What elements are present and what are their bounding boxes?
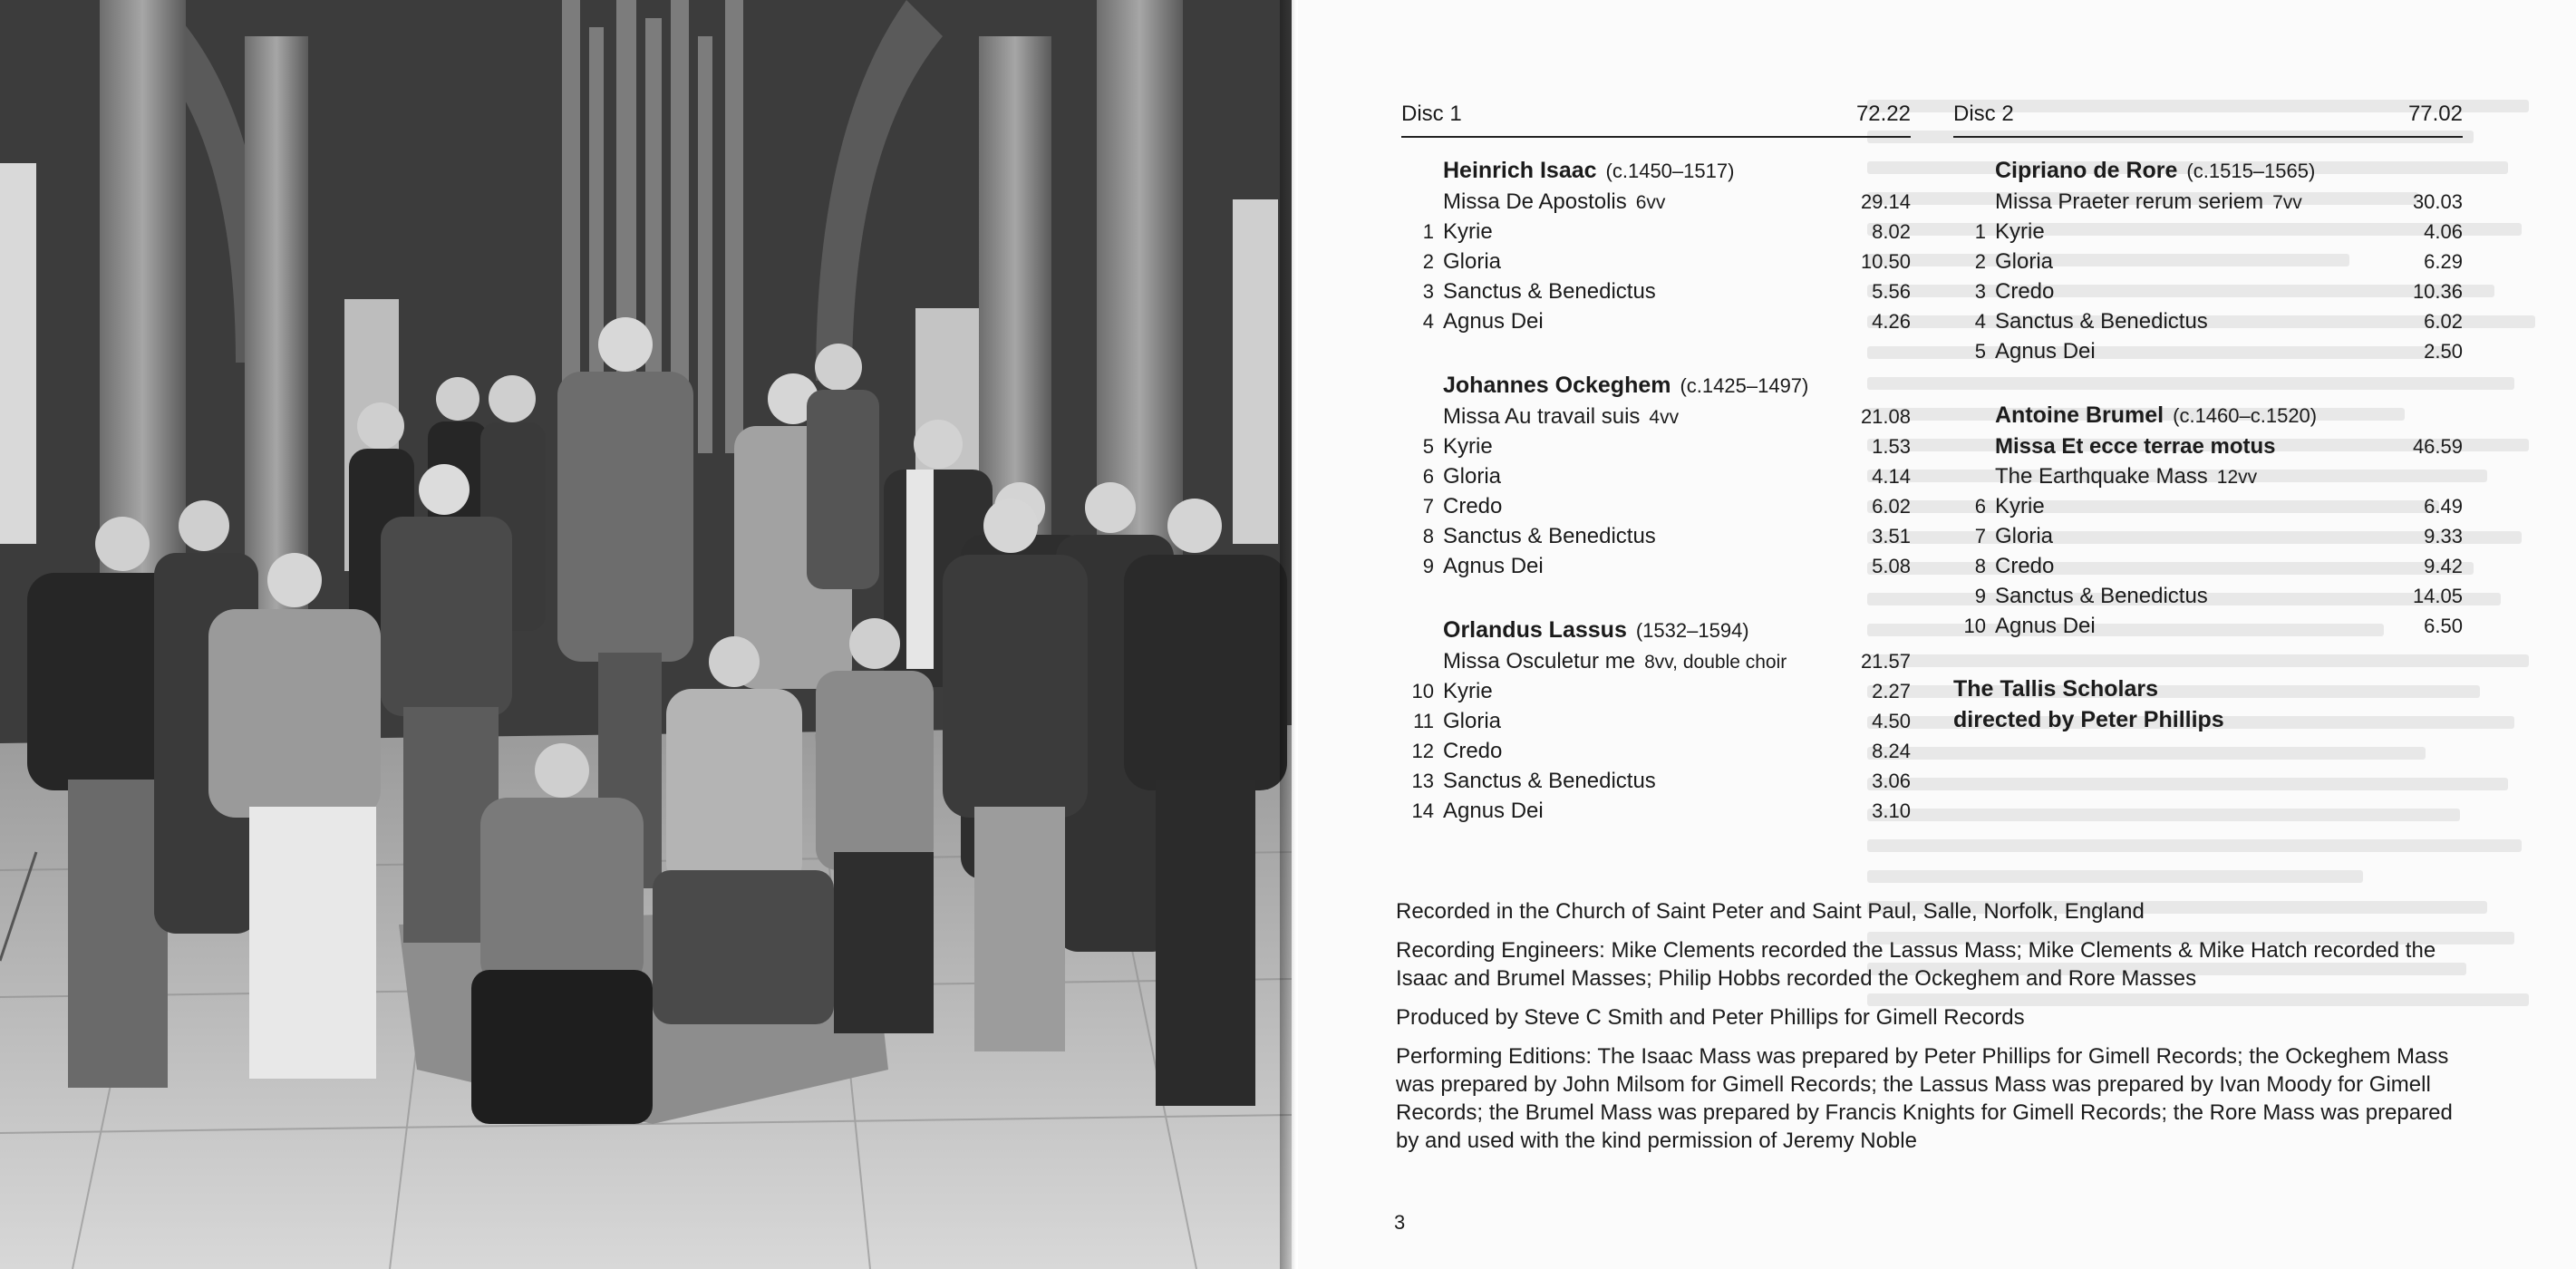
- track-duration: 5.56: [1872, 280, 1911, 303]
- track-row[interactable]: [1401, 766, 1911, 796]
- track-title: Gloria: [1443, 249, 1502, 274]
- track-row[interactable]: [1953, 551, 2463, 581]
- track-title: Agnus Dei: [1443, 554, 1544, 578]
- recording-venue: Recorded in the Church of Saint Peter and Saint Paul, Salle, Norfolk, England: [1396, 899, 2145, 924]
- composer-line: [1953, 154, 2463, 187]
- track-number: 4: [1974, 310, 1986, 333]
- track-duration: 2.27: [1872, 680, 1911, 702]
- track-row[interactable]: [1953, 581, 2463, 611]
- track-number: 14: [1411, 799, 1434, 822]
- disc1-label: Disc 1: [1401, 102, 1462, 126]
- track-title: Kyrie: [1443, 434, 1493, 459]
- track-row[interactable]: [1953, 247, 2463, 276]
- track-row[interactable]: [1401, 306, 1911, 336]
- track-number: 3: [1422, 280, 1434, 303]
- mass-title-row: [1953, 187, 2463, 217]
- track-duration: 6.02: [1872, 495, 1911, 518]
- track-duration: 6.49: [2424, 495, 2463, 518]
- track-duration: 4.06: [2424, 220, 2463, 243]
- mass-duration: 29.14: [1860, 190, 1911, 213]
- track-row[interactable]: [1401, 551, 1911, 581]
- track-number: 1: [1974, 220, 1986, 243]
- track-title: Gloria: [1443, 464, 1502, 489]
- disc1-total-duration: 72.22: [1855, 102, 1911, 126]
- composer-name: Johannes Ockeghem: [1443, 373, 1671, 398]
- composer-line: [1953, 399, 2463, 431]
- composer-line: [1401, 614, 1911, 646]
- track-duration: 9.42: [2424, 555, 2463, 577]
- mass-title: Missa Et ecce terrae motus: [1995, 434, 2276, 459]
- ensemble-name: The Tallis Scholars: [1953, 676, 2159, 702]
- track-duration: 4.26: [1872, 310, 1911, 333]
- recording-credits: [1396, 897, 2456, 1166]
- track-duration: 4.50: [1872, 710, 1911, 732]
- mass-title-row: [1953, 431, 2463, 461]
- track-duration: 5.08: [1872, 555, 1911, 577]
- track-row[interactable]: [1401, 461, 1911, 491]
- director-credit: directed by Peter Phillips: [1953, 707, 2224, 732]
- track-row[interactable]: [1401, 796, 1911, 826]
- track-title: Kyrie: [1995, 219, 2045, 244]
- work-brumel: [1953, 399, 2463, 641]
- track-row[interactable]: [1953, 491, 2463, 521]
- track-number: 1: [1422, 220, 1434, 243]
- track-row[interactable]: [1401, 431, 1911, 461]
- mass-title: Missa Osculetur me: [1443, 649, 1636, 673]
- track-row[interactable]: [1953, 521, 2463, 551]
- track-duration: 4.14: [1872, 465, 1911, 488]
- track-row[interactable]: [1401, 521, 1911, 551]
- track-number: 6: [1974, 495, 1986, 518]
- composer-name: Cipriano de Rore: [1995, 158, 2178, 183]
- mass-subtitle-row: [1953, 461, 2463, 491]
- work-lassus: [1401, 614, 1911, 826]
- track-number: 6: [1422, 465, 1434, 488]
- track-number: 11: [1413, 710, 1434, 732]
- performing-editions: Performing Editions: The Isaac Mass was prepared by Peter Phillips for Gimell Records; the Ockeghem Mass was prepared by John Milsom for Gimell Records; the Lassus Mass was prepared by Ivan Moody for Gimell Records; the Brumel Mass was prepared by Francis Knights for Gimell Records; the Rore Mass was prepared by and used with the kind permission of Jeremy Noble: [1396, 1044, 2453, 1153]
- mass-title: Missa Au travail suis: [1443, 404, 1641, 429]
- track-duration: 8.02: [1872, 220, 1911, 243]
- track-number: 8: [1974, 555, 1986, 577]
- composer-dates: (c.1460–c.1520): [2173, 404, 2318, 427]
- mass-duration: 46.59: [2412, 435, 2463, 458]
- track-title: Sanctus & Benedictus: [1995, 309, 2208, 334]
- track-number: 5: [1422, 435, 1434, 458]
- track-row[interactable]: [1401, 491, 1911, 521]
- disc2-column: [1953, 102, 2463, 735]
- mass-title-row: [1401, 402, 1911, 431]
- track-title: Agnus Dei: [1995, 614, 2096, 638]
- track-title: Sanctus & Benedictus: [1443, 769, 1656, 793]
- track-duration: 1.53: [1872, 435, 1911, 458]
- performer-credit: [1953, 673, 2463, 735]
- track-row[interactable]: [1401, 676, 1911, 706]
- composer-line: [1401, 369, 1911, 402]
- mass-title-row: [1401, 646, 1911, 676]
- producers: Produced by Steve C Smith and Peter Phillips for Gimell Records: [1396, 1005, 2025, 1030]
- track-row[interactable]: [1401, 217, 1911, 247]
- disc2-header: [1953, 102, 2463, 138]
- track-duration: 6.02: [2424, 310, 2463, 333]
- composer-name: Antoine Brumel: [1995, 402, 2164, 428]
- composer-dates: (1532–1594): [1635, 619, 1749, 642]
- disc1-column: [1401, 102, 1911, 858]
- composer-line: [1401, 154, 1911, 187]
- track-title: Credo: [1995, 554, 2055, 578]
- track-duration: 2.50: [2424, 340, 2463, 363]
- mass-voices: 12vv: [2216, 467, 2258, 488]
- track-title: Gloria: [1443, 709, 1502, 733]
- track-duration: 14.05: [2412, 585, 2463, 607]
- track-duration: 10.36: [2412, 280, 2463, 303]
- work-isaac: [1401, 154, 1911, 336]
- track-number: 2: [1974, 250, 1986, 273]
- mass-voices: 7vv: [2272, 192, 2302, 213]
- track-duration: 6.50: [2424, 615, 2463, 637]
- mass-title: Missa De Apostolis: [1443, 189, 1627, 214]
- track-row[interactable]: [1953, 217, 2463, 247]
- track-row[interactable]: [1953, 611, 2463, 641]
- mass-title-row: [1401, 187, 1911, 217]
- disc2-label: Disc 2: [1953, 102, 2014, 126]
- track-number: 5: [1974, 340, 1986, 363]
- track-duration: 8.24: [1872, 740, 1911, 762]
- track-title: Agnus Dei: [1443, 309, 1544, 334]
- track-duration: 9.33: [2424, 525, 2463, 547]
- track-title: Sanctus & Benedictus: [1443, 524, 1656, 548]
- track-title: Agnus Dei: [1443, 799, 1544, 823]
- track-number: 7: [1974, 525, 1986, 547]
- mass-voices: 6vv: [1635, 192, 1666, 213]
- composer-name: Heinrich Isaac: [1443, 158, 1597, 183]
- composer-dates: (c.1450–1517): [1605, 160, 1735, 182]
- composer-name: Orlandus Lassus: [1443, 617, 1627, 643]
- track-title: Sanctus & Benedictus: [1995, 584, 2208, 608]
- mass-voices: 8vv, double choir: [1644, 652, 1787, 673]
- track-duration: 3.10: [1872, 799, 1911, 822]
- composer-dates: (c.1425–1497): [1680, 374, 1809, 397]
- track-title: Kyrie: [1443, 679, 1493, 703]
- track-title: Credo: [1443, 739, 1503, 763]
- track-title: Sanctus & Benedictus: [1443, 279, 1656, 304]
- track-duration: 3.51: [1872, 525, 1911, 547]
- track-title: Credo: [1995, 279, 2055, 304]
- track-title: Agnus Dei: [1995, 339, 2096, 363]
- mass-duration: 21.08: [1860, 405, 1911, 428]
- track-title: Gloria: [1995, 249, 2054, 274]
- mass-title: Missa Praeter rerum seriem: [1995, 189, 2264, 214]
- track-duration: 6.29: [2424, 250, 2463, 273]
- mass-voices: 4vv: [1649, 407, 1680, 428]
- track-number: 4: [1422, 310, 1434, 333]
- track-row[interactable]: [1401, 247, 1911, 276]
- track-row[interactable]: [1401, 736, 1911, 766]
- track-number: 7: [1422, 495, 1434, 518]
- mass-duration: 30.03: [2412, 190, 2463, 213]
- track-title: Kyrie: [1995, 494, 2045, 518]
- track-number: 8: [1422, 525, 1434, 547]
- track-title: Credo: [1443, 494, 1503, 518]
- page-number: 3: [1394, 1211, 1406, 1234]
- track-title: Kyrie: [1443, 219, 1493, 244]
- track-number: 10: [1963, 615, 1986, 637]
- track-title: Gloria: [1995, 524, 2054, 548]
- track-number: 12: [1411, 740, 1434, 762]
- work-rore: [1953, 154, 2463, 366]
- recording-engineers: Recording Engineers: Mike Clements recorded the Lassus Mass; Mike Clements & Mike Hatch recorded the Isaac and Brumel Masses; Philip Hobbs recorded the Ockeghem and Rore Masses: [1396, 938, 2436, 991]
- track-number: 9: [1422, 555, 1434, 577]
- mass-duration: 21.57: [1860, 650, 1911, 673]
- track-number: 13: [1411, 770, 1434, 792]
- track-row[interactable]: [1953, 306, 2463, 336]
- track-row[interactable]: [1401, 706, 1911, 736]
- mass-subtitle: The Earthquake Mass: [1995, 464, 2208, 489]
- track-number: 10: [1411, 680, 1434, 702]
- track-row[interactable]: [1953, 276, 2463, 306]
- track-number: 3: [1974, 280, 1986, 303]
- track-number: 9: [1974, 585, 1986, 607]
- track-number: 2: [1422, 250, 1434, 273]
- track-row[interactable]: [1401, 276, 1911, 306]
- track-row[interactable]: [1953, 336, 2463, 366]
- work-ockeghem: [1401, 369, 1911, 581]
- composer-dates: (c.1515–1565): [2186, 160, 2316, 182]
- disc1-header: [1401, 102, 1911, 138]
- track-duration: 3.06: [1872, 770, 1911, 792]
- disc2-total-duration: 77.02: [2407, 102, 2463, 126]
- track-duration: 10.50: [1860, 250, 1911, 273]
